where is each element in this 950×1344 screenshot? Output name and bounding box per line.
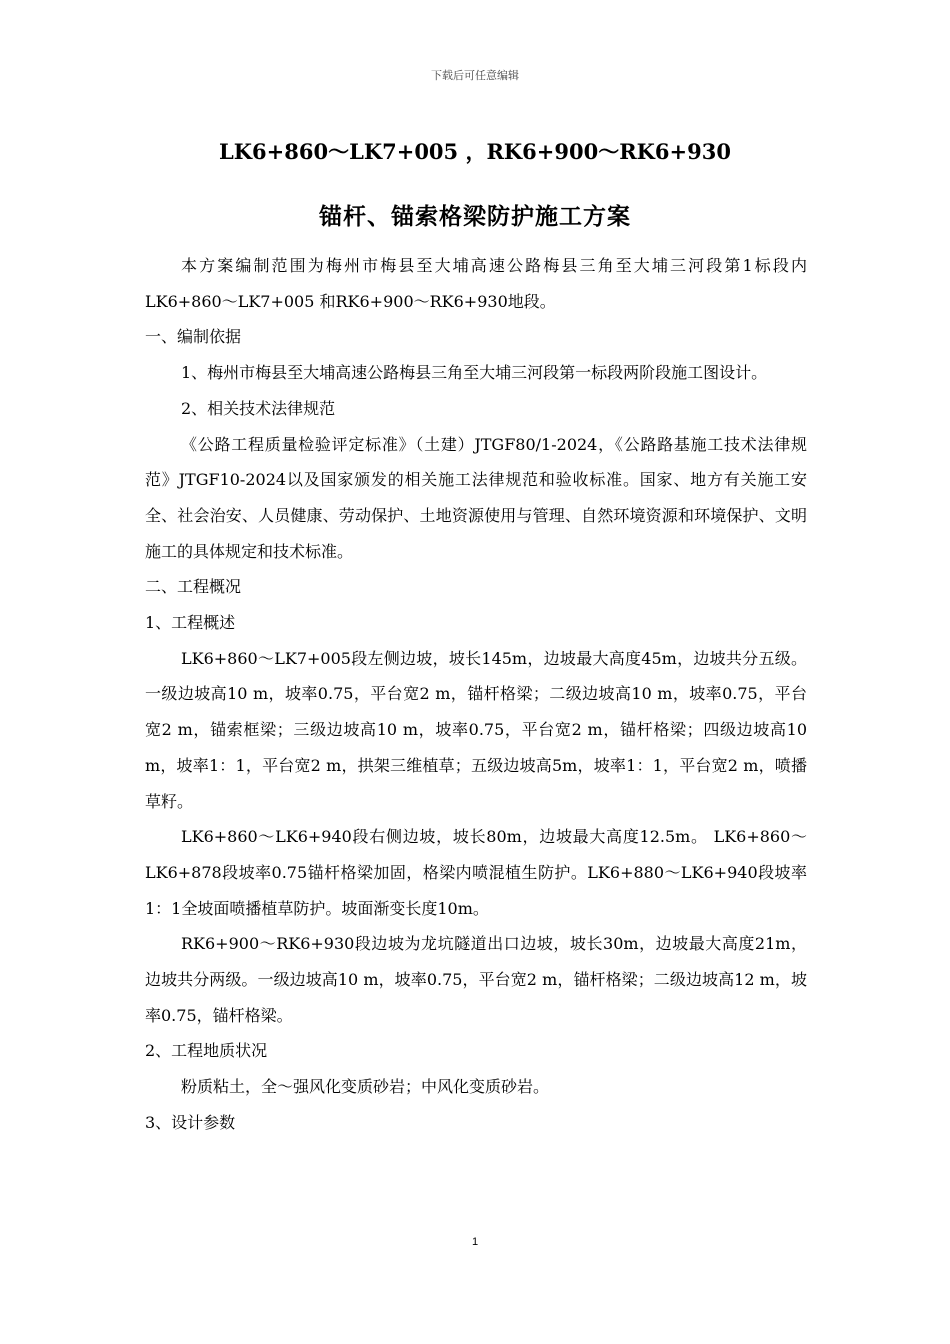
basis-item-2: 2、相关技术法律规范 [181, 398, 336, 418]
scope-paragraph: 本方案编制范围为梅州市梅县至大埔高速公路梅县三角至大埔三河段第1标段内LK6+860～LK7+005 和RK6+900～RK6+930地段。 [145, 256, 807, 311]
subsection-heading-geology: 2、工程地质状况 [145, 1041, 268, 1061]
page-number: 1 [471, 1236, 479, 1248]
document-title-line-1: LK6+860～LK7+005 ，RK6+900～RK6+930 [219, 139, 731, 164]
section-heading-overview: 二、工程概况 [145, 577, 242, 597]
overview-paragraph-left-slope: LK6+860～LK7+005段左侧边坡，坡长145m，边坡最大高度45m，边坡共分五级。一级边坡高10 m，坡率0.75，平台宽2 m，锚杆格梁；二级边坡高10 m，坡率0.75，平台宽2 m，锚索框梁；三级边坡高10 m，坡率0.75，平台宽2 m，锚杆格梁；四级边坡高10 m，坡率1：1，平台宽2 m，拱架三维植草；五级边坡高5m，坡率1：1，平台宽2 m，喷播草籽。 [145, 648, 807, 811]
header-note: 下载后可任意编辑 [431, 69, 519, 82]
overview-paragraph-right-slope: LK6+860～LK6+940段右侧边坡，坡长80m，边坡最大高度12.5m。 LK6+860～LK6+878段坡率0.75锚杆格梁加固，格梁内喷混植生防护。LK6+880～LK6+940段坡率1：1全坡面喷播植草防护。坡面渐变长度10m。 [145, 827, 807, 918]
subsection-heading-design-parameters: 3、设计参数 [145, 1112, 236, 1132]
overview-paragraph-tunnel-slope: RK6+900～RK6+930段边坡为龙坑隧道出口边坡，坡长30m，边坡最大高度21m，边坡共分两级。一级边坡高10 m，坡率0.75，平台宽2 m，锚杆格梁；二级边坡高12 m，坡率0.75，锚杆格梁。 [145, 934, 807, 1025]
section-heading-basis: 一、编制依据 [145, 327, 242, 347]
geology-paragraph: 粉质粘土，全～强风化变质砂岩；中风化变质砂岩。 [181, 1077, 550, 1097]
document-body [145, 248, 807, 1141]
subsection-heading-summary: 1、工程概述 [145, 613, 236, 633]
standards-paragraph: 《公路工程质量检验评定标准》（土建）JTGF80/1-2024，《公路路基施工技术法律规范》JTGF10-2024以及国家颁发的相关施工法律规范和验收标准。国家、地方有关施工安全、社会治安、人员健康、劳动保护、土地资源使用与管理、自然环境资源和环境保护、文明施工的具体规定和技术标准。 [145, 434, 807, 561]
basis-item-1: 1、梅州市梅县至大埔高速公路梅县三角至大埔三河段第一标段两阶段施工图设计。 [181, 363, 768, 383]
document-title-line-2: 锚杆、锚索格梁防护施工方案 [319, 203, 631, 230]
